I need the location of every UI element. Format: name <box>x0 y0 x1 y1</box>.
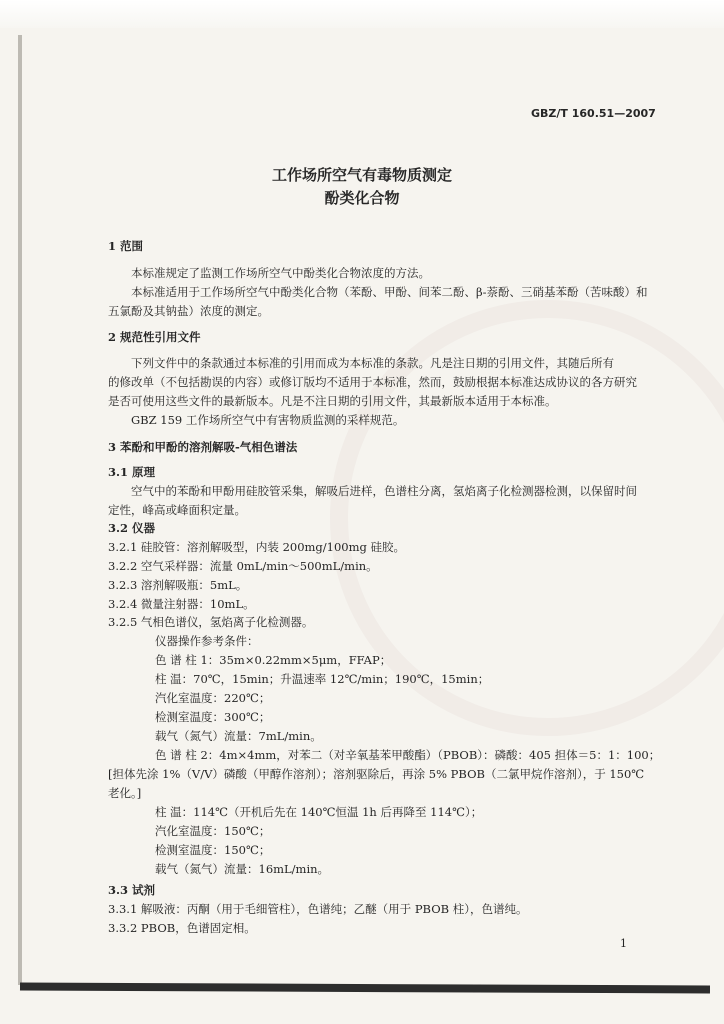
section-3-heading: 3 苯酚和甲酚的溶剂解吸-气相色谱法 <box>108 440 298 454</box>
scan-top-edge <box>0 0 724 28</box>
document-title-line1: 工作场所空气有毒物质测定 <box>271 166 452 184</box>
instrument-item: 3.2.3 溶剂解吸瓶：5mL。 <box>108 578 248 592</box>
section-3-1-heading: 3.1 原理 <box>108 465 156 479</box>
section-2-paragraph: 是否可使用这些文件的最新版本。凡是不注日期的引用文件，其最新版本适用于本标准。 <box>108 394 557 408</box>
reagent-item: 3.3.1 解吸液：丙酮（用于毛细管柱），色谱纯；乙醚（用于 PBOB 柱），色谱纯。 <box>108 902 528 916</box>
section-2-reference: GBZ 159 工作场所空气中有害物质监测的采样规范。 <box>131 413 405 427</box>
instrument-item: 3.2.1 硅胶管：溶剂解吸型，内装 200mg/100mg 硅胶。 <box>108 540 406 554</box>
section-1-heading: 1 范围 <box>108 239 144 253</box>
section-3-2-heading: 3.2 仪器 <box>108 521 156 535</box>
reagent-item: 3.3.2 PBOB，色谱固定相。 <box>108 921 256 935</box>
page-number: 1 <box>620 937 627 950</box>
condition-line: 载气（氮气）流量：7mL/min。 <box>155 729 322 743</box>
section-2-paragraph: 下列文件中的条款通过本标准的引用而成为本标准的条款。凡是注日期的引用文件，其随后所有 <box>131 356 614 370</box>
conditions-heading: 仪器操作参考条件： <box>155 634 259 648</box>
section-1-paragraph: 本标准适用于工作场所空气中酚类化合物（苯酚、甲酚、间苯二酚、β-萘酚、三硝基苯酚（苦味酸）和 <box>131 285 648 299</box>
condition-line: 检测室温度：300℃； <box>155 710 271 724</box>
instrument-item: 3.2.4 微量注射器：10mL。 <box>108 597 255 611</box>
section-2-paragraph: 的修改单（不包括勘误的内容）或修订版均不适用于本标准，然而，鼓励根据本标准达成协议的各方研究 <box>108 375 637 389</box>
condition-line: 载气（氮气）流量：16mL/min。 <box>155 862 330 876</box>
condition-line: 老化。] <box>108 786 142 800</box>
section-3-1-paragraph: 空气中的苯酚和甲酚用硅胶管采集，解吸后进样，色谱柱分离，氢焰离子化检测器检测，以保留时间 <box>131 484 637 498</box>
condition-line: 检测室温度：150℃； <box>155 843 271 857</box>
section-3-1-paragraph: 定性，峰高或峰面积定量。 <box>108 503 246 517</box>
document-title-line2: 酚类化合物 <box>324 189 400 207</box>
condition-line: 色 谱 柱 1：35m×0.22mm×5μm，FFAP； <box>155 653 392 667</box>
condition-line: 色 谱 柱 2：4m×4mm，对苯二（对辛氧基苯甲酸酯）（PBOB）：磷酸：405 担体＝5：1：100； <box>155 748 661 762</box>
instrument-item: 3.2.5 气相色谱仪，氢焰离子化检测器。 <box>108 615 314 629</box>
condition-line: 汽化室温度：220℃； <box>155 691 271 705</box>
section-3-3-heading: 3.3 试剂 <box>108 883 156 897</box>
condition-line: 柱 温：70℃，15min；升温速率 12℃/min；190℃，15min； <box>155 672 490 686</box>
section-1-paragraph: 本标准规定了监测工作场所空气中酚类化合物浓度的方法。 <box>131 266 430 280</box>
standard-code: GBZ/T 160.51—2007 <box>531 107 656 120</box>
section-2-heading: 2 规范性引用文件 <box>108 330 201 344</box>
instrument-item: 3.2.2 空气采样器：流量 0mL/min～500mL/min。 <box>108 559 378 573</box>
condition-line: 汽化室温度：150℃； <box>155 824 271 838</box>
section-1-paragraph: 五氯酚及其钠盐）浓度的测定。 <box>108 304 269 318</box>
condition-line: 柱 温：114℃（开机后先在 140℃恒温 1h 后再降至 114℃）； <box>155 805 483 819</box>
condition-line: [担体先涂 1%（V/V）磷酸（甲醇作溶剂）；溶剂驱除后，再涂 5% PBOB（二氯甲烷作溶剂），于 150℃ <box>108 767 645 781</box>
